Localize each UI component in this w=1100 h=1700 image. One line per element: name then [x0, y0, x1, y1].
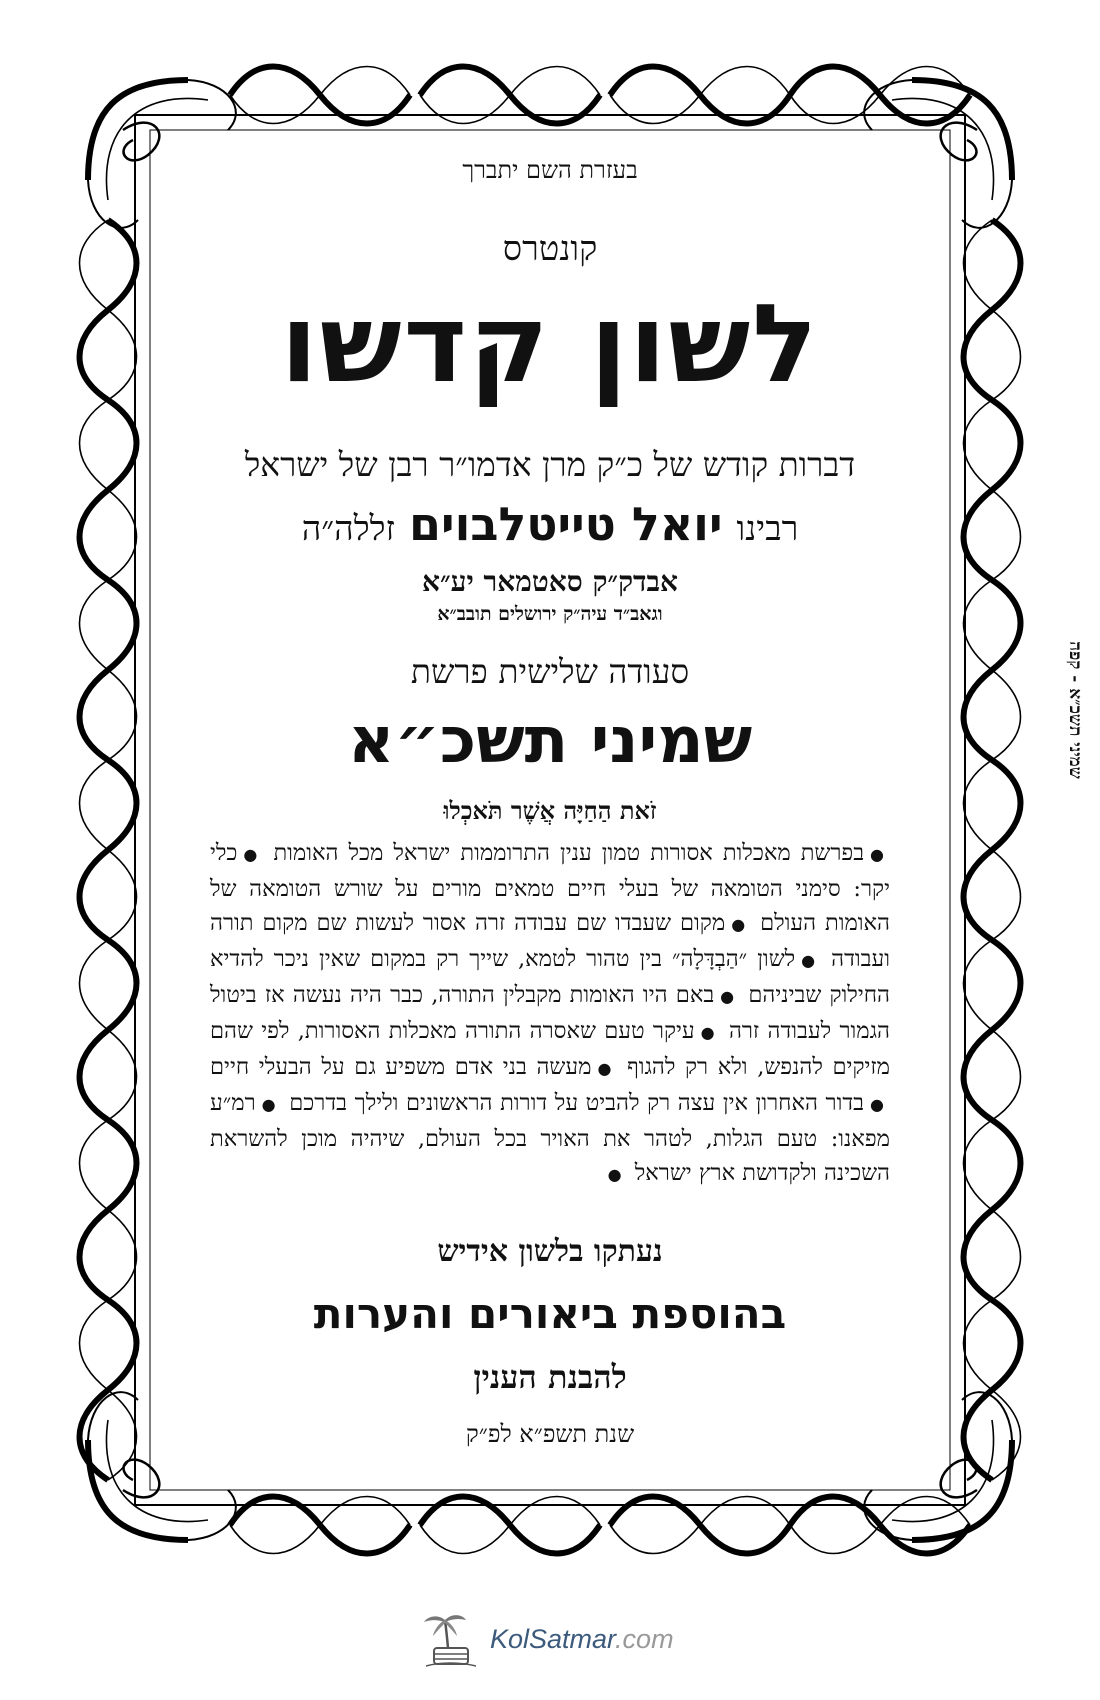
- topic-bullet-icon: ●: [261, 1095, 276, 1114]
- occasion-line-1: סעודה שלישית פרשת: [410, 652, 690, 691]
- topic-bullet-icon: ●: [801, 951, 816, 970]
- palm-tree-logo-icon: [420, 1610, 480, 1670]
- brand-logo[interactable]: [420, 1610, 680, 1670]
- topic-item: כלי יקר: סימני הטומאה של בעלי חיים טמאים מורים על שורש הטומאה של האומות העולם: [210, 840, 891, 936]
- verse-heading: זֹאת הַחַיָּה אֲשֶׁר תֹּאכְלוּ: [443, 796, 657, 825]
- topic-item: לשון ״הַבְדָּלָה״ בין טהור לטמא, שייך רק במקום שאין ניכר להדיא החילוק שביניהם: [210, 946, 890, 1008]
- topic-bullet-icon: ●: [870, 845, 885, 864]
- topic-item: באם היו האומות מקבלין התורה, כבר היה נעשה אז ביטול הגמור לעבודה זרה: [210, 982, 890, 1044]
- topic-bullet-icon: ●: [700, 1023, 715, 1042]
- topic-item: בפרשת מאכלות אסורות טמון ענין התרוממות ישראל מכל האומות: [273, 840, 865, 866]
- topic-bullet-icon: ●: [243, 845, 258, 864]
- translated-line: נעתקו בלשון אידיש: [437, 1234, 663, 1269]
- addition-line: בהוספת ביאורים והערות: [313, 1289, 787, 1338]
- topic-item: מעשה בני אדם משפיע גם על הבעלי חיים: [210, 1054, 592, 1080]
- author-line-3: אבדק״ק סאטמאר יע״א: [422, 565, 678, 598]
- understanding-line: להבנת הענין: [473, 1358, 627, 1396]
- main-title: לשון קדשו: [280, 282, 820, 407]
- kuntres-label: קונטרס: [502, 229, 598, 269]
- year-line: שנת תשפ״א לפ״ק: [465, 1420, 635, 1448]
- title-page: [200, 150, 900, 1520]
- occasion-line-2: שמיני תשכ״א: [347, 704, 753, 778]
- opening-line: בעזרת השם יתברך: [462, 156, 638, 184]
- topic-bullet-icon: ●: [607, 1165, 622, 1184]
- side-note: שמיני תשכ״א - קפה: [1065, 641, 1085, 779]
- topics-paragraph: [210, 836, 890, 1192]
- topic-bullet-icon: ●: [597, 1059, 612, 1078]
- brand-name-text: KolSatmar: [490, 1624, 616, 1654]
- brand-suffix: .com: [615, 1624, 674, 1654]
- brand-name: [490, 1624, 674, 1655]
- topic-bullet-icon: ●: [720, 987, 735, 1006]
- author-line-1: דברות קודש של כ״ק מרן אדמו״ר רבן של ישראל: [244, 445, 856, 484]
- author-prefix: רבינו: [736, 509, 799, 549]
- author-line-4: וגאב״ד עיה״ק ירושלים תובב״א: [437, 603, 663, 625]
- topic-item: עיקר טעם שאסרה התורה מאכלות האסורות, לפי שהם מזיקים להנפש, ולא רק להגוף: [210, 1018, 890, 1080]
- author-suffix: זללה״ה: [301, 509, 396, 549]
- author-name-line: [200, 497, 900, 551]
- topic-item: בדור האחרון אין עצה רק להביט על דורות הראשונים ולילך בדרכם: [289, 1090, 865, 1116]
- topic-bullet-icon: ●: [870, 1095, 884, 1114]
- topic-bullet-icon: ●: [731, 915, 746, 934]
- topic-item: מקום שעבדו שם עבודה זרה אסור לעשות שם מקום תורה ועבודה: [210, 910, 891, 972]
- topic-item: רמ״ע מפאנו: טעם הגלות, לטהר את האויר בכל העולם, שיהיה מוכן להשראת השכינה ולקדושת ארץ ישראל: [210, 1090, 890, 1186]
- author-name: יואל טייטלבוים: [409, 497, 723, 551]
